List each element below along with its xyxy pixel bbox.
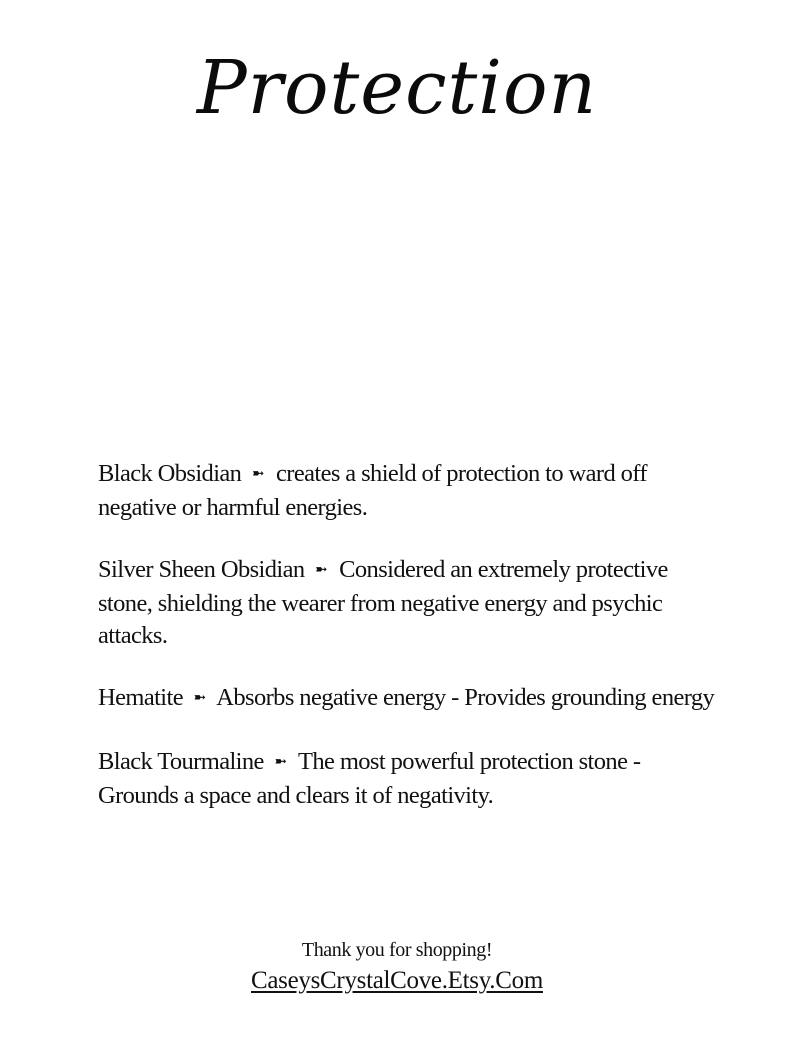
stone-name: Hematite	[98, 684, 183, 711]
thank-you-note: Thank you for shopping!	[301, 939, 493, 961]
shop-link[interactable]: CaseysCrystalCove.Etsy.Com	[251, 967, 543, 994]
stone-entry-hematite	[98, 682, 718, 716]
arrow-icon: ➼	[315, 560, 325, 578]
stone-name: Black Obsidian	[98, 460, 242, 487]
stone-description: Considered an extremely protective stone, shielding the wearer from negative energy and psychic attacks.	[98, 556, 668, 649]
stone-entry-black-obsidian	[98, 458, 718, 524]
stone-name: Silver Sheen Obsidian	[98, 556, 305, 583]
stone-entry-black-tourmaline	[98, 746, 718, 812]
stone-list	[98, 458, 718, 842]
stone-description: creates a shield of protection to ward off negative or harmful energies.	[98, 460, 647, 521]
stone-name: Black Tourmaline	[98, 748, 264, 775]
page-title: Protection	[196, 45, 598, 131]
stone-entry-silver-sheen-obsidian	[98, 554, 718, 652]
arrow-icon: ➼	[274, 752, 284, 770]
arrow-icon: ➼	[193, 688, 204, 706]
stone-description: Absorbs negative energy - Provides grounding energy	[216, 684, 715, 711]
footer	[0, 936, 794, 998]
stone-description: The most powerful protection stone - Grounds a space and clears it of negativity.	[98, 748, 641, 809]
arrow-icon: ➼	[251, 464, 262, 482]
